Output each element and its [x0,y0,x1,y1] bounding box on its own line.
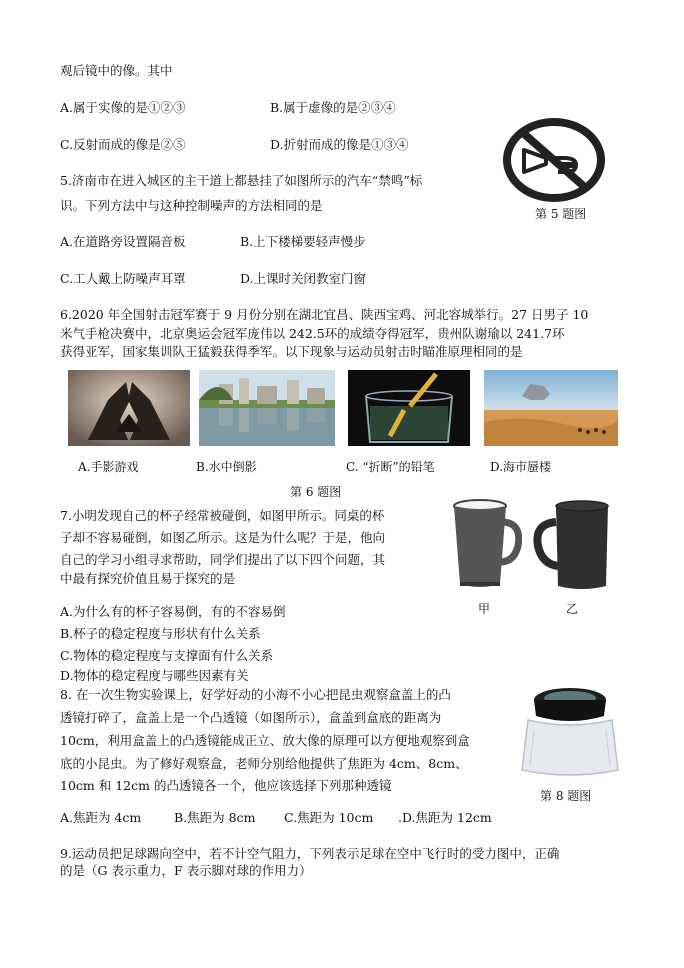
q4-option-d: D.折射而成的像是①③④ [270,137,409,152]
q6-image-bent-pencil [348,370,470,446]
q4-option-c: C.反射而成的像是②⑤ [60,137,186,152]
q8-stem-line5: 10cm 和 12cm 的凸透镜各一个，他应该选择下列那种透镜 [60,778,392,793]
q6-stem-line2: 米气手枪决赛中，北京奥运会冠军庞伟以 242.5环的成绩夺得冠军，贵州队谢瑜以 241.7环 [60,326,565,341]
q5-option-d: D.上课时关闭教室门窗 [240,271,367,286]
q7-stem-line2: 子却不容易碰倒，如图乙所示。这是为什么呢？于是，他向 [60,530,386,545]
q7-stem-line1: 7.小明发现自己的杯子经常被碰倒，如图甲所示。同桌的杯 [60,508,385,523]
q7-stem-line3: 自己的学习小组寻求帮助，同学们提出了以下四个问题，其 [60,552,386,567]
q9-stem-line2: 的是（G 表示重力，F 表示脚对球的作用力） [60,863,312,878]
q6-image-c-label: C. “折断”的铅笔 [346,460,435,474]
q5-stem-line1: 5.济南市在进入城区的主干道上都悬挂了如图所示的汽车“禁鸣”标 [60,173,423,188]
q6-image-hand-shadow [68,370,190,446]
q7-label-yi: 乙 [566,602,579,616]
q6-image-b-label: B.水中倒影 [196,460,257,474]
q8-option-b: B.焦距为 8cm [174,810,256,825]
q7-option-d: D.物体的稳定程度与哪些因素有关 [60,668,249,683]
q6-stem-line3: 获得亚军，国家集训队王猛毅获得季军。以下现象与运动员射击时瞄准原理相同的是 [60,344,523,359]
q6-stem-line1: 6.2020 年全国射击冠军赛于 9 月份分别在湖北宜昌、陕西宝鸡、河北容城举行。27 日男子 10 [60,307,589,322]
q8-option-d: .D.焦距为 12cm [398,810,492,825]
q4-option-a: A.属于实像的是①②③ [60,100,186,115]
magnifier-box-icon [518,686,622,780]
q8-option-a: A.焦距为 4cm [60,810,142,825]
q4-option-b: B.属于虚像的是②③④ [270,100,396,115]
q6-image-d-label: D.海市蜃楼 [490,460,552,474]
q5-option-a: A.在道路旁设置隔音板 [60,234,186,249]
q7-option-c: C.物体的稳定程度与支撑面有什么关系 [60,648,274,663]
mug-jia-image [450,498,522,592]
mug-yi-image [532,500,612,592]
q8-stem-line2: 透镜打碎了，盒盖上是一个凸透镜（如图所示），盒盖到盒底的距离为 [60,710,442,725]
q5-figure-caption: 第 5 题图 [535,207,587,221]
q8-figure-caption: 第 8 题图 [540,789,592,803]
q7-label-jia: 甲 [478,602,491,616]
q6-image-water-reflection [199,370,335,446]
q4-text-tail: 观后镜中的像。其中 [60,63,173,78]
q5-option-b: B.上下楼梯要轻声慢步 [240,234,366,249]
q9-stem-line1: 9.运动员把足球踢向空中，若不计空气阻力，下列表示足球在空中飞行时的受力图中，正确 [60,846,560,861]
q8-stem-line4: 底的小昆虫。为了修好观察盒，老师分别给他提供了焦距为 4cm、8cm、 [60,756,468,771]
q5-option-c: C.工人戴上防噪声耳罩 [60,271,186,286]
q7-stem-line4: 中最有探究价值且易于探究的是 [60,571,236,586]
q8-stem-line1: 8. 在一次生物实验课上，好学好动的小海不小心把昆虫观察盒盖上的凸 [60,687,451,702]
q7-option-a: A.为什么有的杯子容易倒，有的不容易倒 [60,604,286,619]
q6-image-mirage [484,370,618,446]
q8-option-c: C.焦距为 10cm [284,810,374,825]
q8-stem-line3: 10cm，利用盒盖上的凸透镜能成正立、放大像的原理可以方便地观察到盒 [60,733,470,748]
q7-option-b: B.杯子的稳定程度与形状有什么关系 [60,626,261,641]
no-horn-sign-icon [502,118,606,202]
q6-figure-caption: 第 6 题图 [290,485,342,499]
q6-image-a-label: A.手影游戏 [78,460,139,474]
q5-stem-line2: 识。下列方法中与这种控制噪声的方法相同的是 [60,198,323,213]
